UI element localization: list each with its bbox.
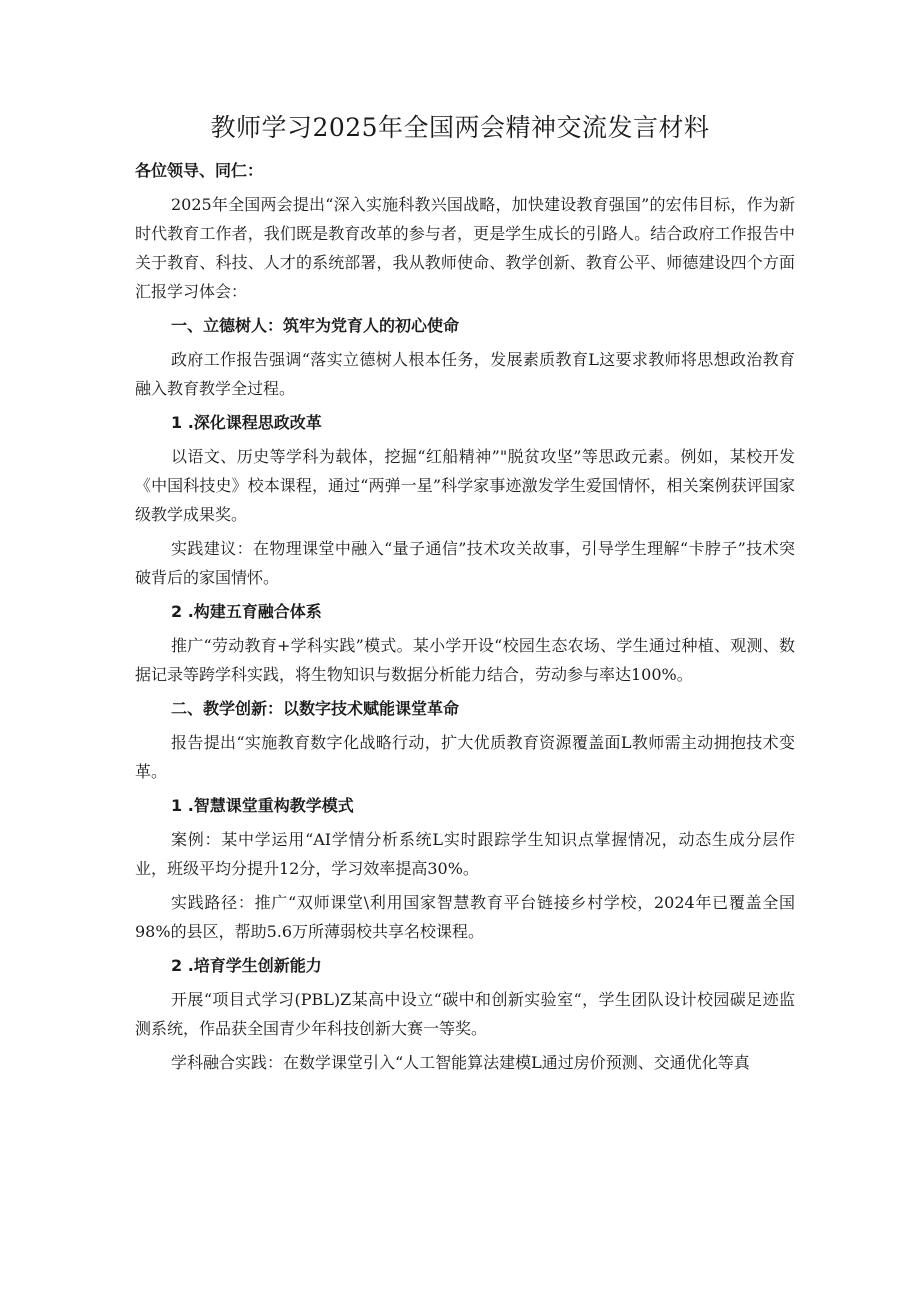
salutation: 各位领导、同仁： — [135, 161, 264, 180]
paragraph: 学科融合实践：在数学课堂引入“人工智能算法建模L通过房价预测、交通优化等真 — [171, 1053, 750, 1072]
paragraph: 开展“项目式学习(PBL)Z某高中设立“碳中和创新实验室“，学生团队设计校园碳足迹监测系统，作品获全国青少年科技创新大赛一等奖。 — [135, 990, 795, 1038]
subheading-2-2: 2 .培育学生创新能力 — [171, 956, 322, 975]
paragraph: 以语文、历史等学科为载体，挖掘“红船精神”"脱贫攻坚”等思政元素。例如，某校开发《中国科技史》校本课程，通过“两弹一星”科学家事迹激发学生爱国情怀，相关案例获评国家级教学成果奖。 — [135, 447, 795, 524]
subheading-2-1: 1 .智慧课堂重构教学模式 — [171, 796, 354, 815]
paragraph-intro: 2025年全国两会提出“深入实施科教兴国战略，加快建设教育强国”的宏伟目标，作为新时代教育工作者，我们既是教育改革的参与者，更是学生成长的引路人。结合政府工作报告中关于教育、科技、人才的系统部署，我从教师使命、教学创新、教育公平、师德建设四个方面汇报学习体会： — [135, 195, 795, 301]
subheading-1-1: 1 .深化课程思政改革 — [171, 413, 322, 432]
document-body — [135, 156, 795, 1082]
subheading-1-2: 2 .构建五育融合体系 — [171, 602, 322, 621]
section-heading-1: 一、立德树人：筑牢为党育人的初心使命 — [171, 316, 460, 335]
section-heading-2: 二、教学创新：以数字技术赋能课堂革命 — [171, 699, 460, 718]
paragraph: 政府工作报告强调“落实立德树人根本任务，发展素质教育L这要求教师将思想政治教育融入教育教学全过程。 — [135, 350, 795, 398]
paragraph: 推广“劳动教育+学科实践”模式。某小学开设“校园生态农场、学生通过种植、观测、数据记录等跨学科实践，将生物知识与数据分析能力结合，劳动参与率达100%。 — [135, 636, 795, 684]
paragraph: 实践建议：在物理课堂中融入“量子通信”技术攻关故事，引导学生理解“卡脖子”技术突破背后的家国情怀。 — [135, 539, 795, 587]
paragraph: 实践路径：推广“双师课堂\利用国家智慧教育平台链接乡村学校，2024年已覆盖全国98%的县区，帮助5.6万所薄弱校共享名校课程。 — [135, 893, 795, 941]
paragraph: 案例：某中学运用“AI学情分析系统L实时跟踪学生知识点掌握情况，动态生成分层作业，班级平均分提升12分，学习效率提高30%。 — [135, 830, 795, 878]
paragraph: 报告提出“实施教育数字化战略行动，扩大优质教育资源覆盖面L教师需主动拥抱技术变革。 — [135, 733, 795, 781]
document-title: 教师学习2025年全国两会精神交流发言材料 — [210, 113, 710, 142]
